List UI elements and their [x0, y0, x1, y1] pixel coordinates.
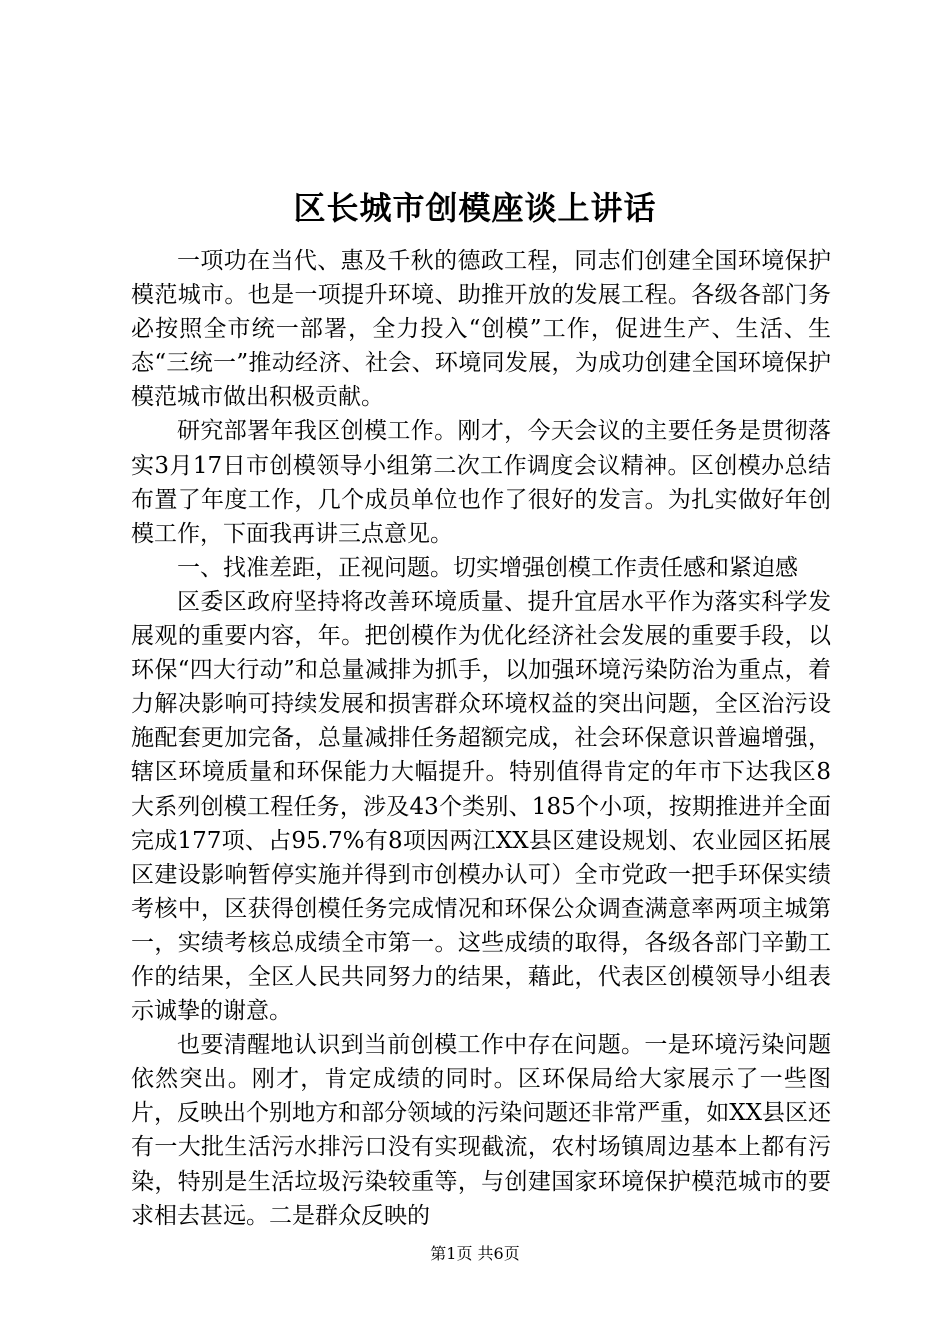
paragraph-2: 研究部署年我区创模工作。刚才，今天会议的主要任务是贯彻落实3月17日市创模领导小组第二次工作调度会议精神。区创模办总结布置了年度工作，几个成员单位也作了很好的发言。为扎实做好年创模工作，下面我再讲三点意见。 — [131, 418, 831, 547]
document-title: 区长城市创模座谈上讲话 — [293, 189, 657, 227]
paragraph-3-heading: 一、找准差距，正视问题。切实增强创模工作责任感和紧迫感 — [177, 554, 798, 581]
paragraph-4: 区委区政府坚持将改善环境质量、提升宜居水平作为落实科学发展观的重要内容，年。把创模作为优化经济社会发展的重要手段，以环保“四大行动”和总量减排为抓手，以加强环境污染防治为重点，着力解决影响可持续发展和损害群众环境权益的突出问题，全区治污设施配套更加完备，总量减排任务超额完成，社会环保意识普遍增强，辖区环境质量和环保能力大幅提升。特别值得肯定的年市下达我区8大系列创模工程任务，涉及43个类别、185个小项，按期推进并全面完成177项、占95.7%有8项因两江XX县区建设规划、农业园区拓展区建设影响暂停实施并得到市创模办认可）全市党政一把手环保实绩考核中，区获得创模任务完成情况和环保公众调查满意率两项主城第一，实绩考核总成绩全市第一。这些成绩的取得，各级各部门辛勤工作的结果，全区人民共同努力的结果，藉此，代表区创模领导小组表示诚挚的谢意。 — [131, 588, 831, 1025]
paragraph-1: 一项功在当代、惠及千秋的德政工程，同志们创建全国环境保护模范城市。也是一项提升环境、助推开放的发展工程。各级各部门务必按照全市统一部署，全力投入“创模”工作，促进生产、生活、生态“三统一”推动经济、社会、环境同发展，为成功创建全国环境保护模范城市做出积极贡献。 — [131, 248, 831, 411]
paragraph-5: 也要清醒地认识到当前创模工作中存在问题。一是环境污染问题依然突出。刚才，肯定成绩的同时。区环保局给大家展示了一些图片，反映出个别地方和部分领域的污染问题还非常严重，如XX县区还有一大批生活污水排污口没有实现截流，农村场镇周边基本上都有污染，特别是生活垃圾污染较重等，与创建国家环境保护模范城市的要求相去甚远。二是群众反映的 — [131, 1032, 831, 1229]
page-number-footer: 第1页 共6页 — [430, 1244, 520, 1263]
document-body — [131, 244, 831, 1233]
